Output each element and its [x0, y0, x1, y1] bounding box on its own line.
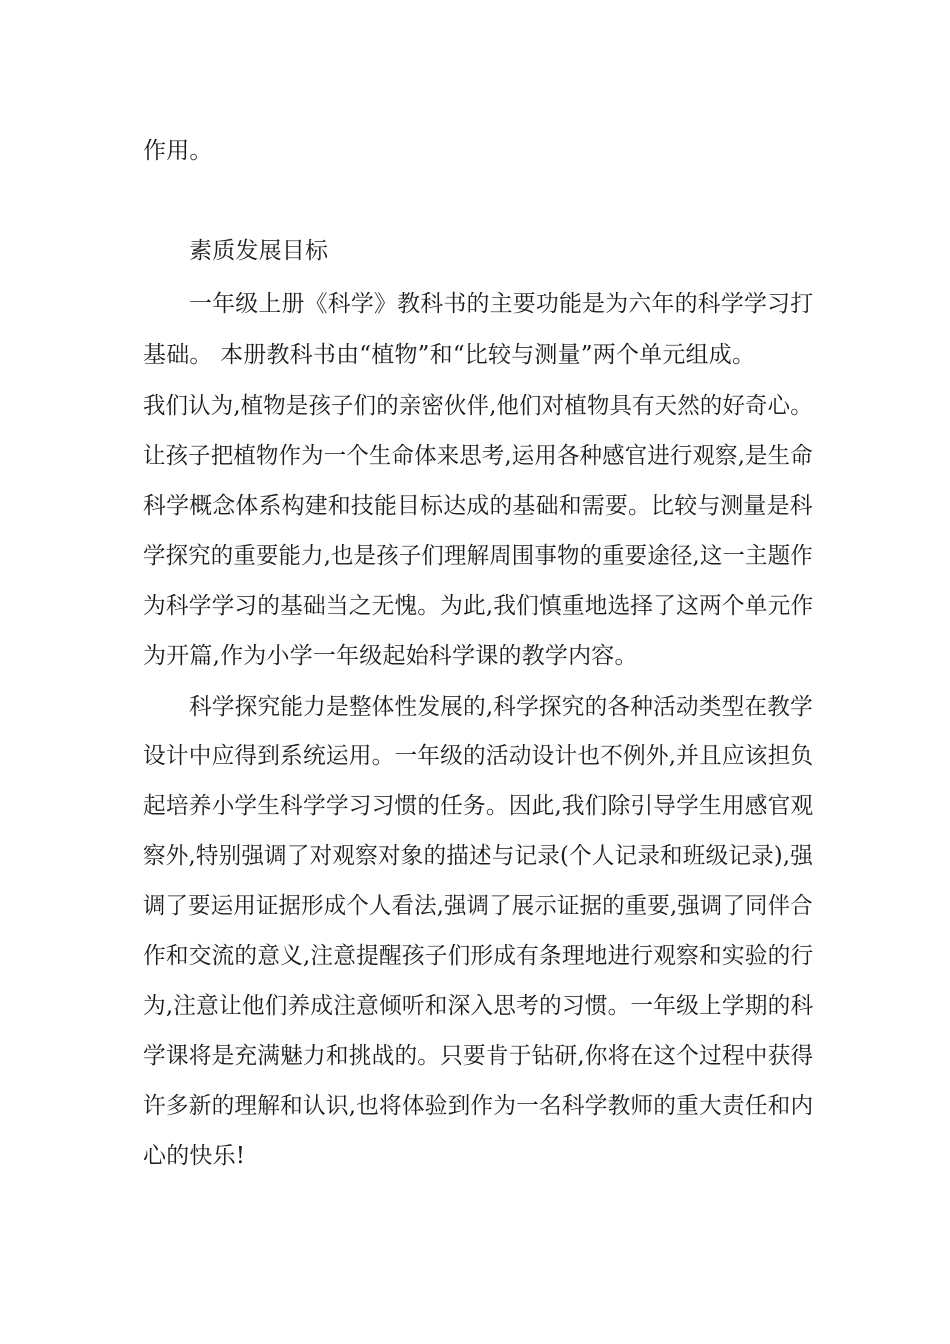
paragraph-line: 调了要运用证据形成个人看法,强调了展示证据的重要,强调了同伴合	[143, 893, 813, 919]
continuation-text: 作用。	[143, 138, 213, 164]
paragraph-line: 学探究的重要能力,也是孩子们理解周围事物的重要途径,这一主题作	[143, 543, 813, 569]
paragraph-line: 科学概念体系构建和技能目标达成的基础和需要。比较与测量是科	[143, 493, 813, 519]
paragraph-line: 科学探究能力是整体性发展的,科学探究的各种活动类型在教学	[189, 694, 813, 720]
paragraph-line: 许多新的理解和认识,也将体验到作为一名科学教师的重大责任和内	[143, 1093, 814, 1119]
paragraph-line: 为开篇,作为小学一年级起始科学课的教学内容。	[143, 643, 638, 669]
paragraph-line: 我们认为,植物是孩子们的亲密伙伴,他们对植物具有天然的好奇心。	[143, 393, 813, 419]
paragraph-line: 基础。 本册教科书由“植物”和“比较与测量”两个单元组成。	[143, 342, 756, 368]
section-heading: 素质发展目标	[189, 238, 329, 264]
paragraph-line: 为科学学习的基础当之无愧。为此,我们慎重地选择了这两个单元作	[143, 593, 814, 619]
paragraph-line: 学课将是充满魅力和挑战的。只要肯于钻研,你将在这个过程中获得	[143, 1043, 814, 1069]
paragraph-line: 设计中应得到系统运用。一年级的活动设计也不例外,并且应该担负	[143, 743, 814, 769]
paragraph-line: 心的快乐!	[143, 1143, 246, 1169]
paragraph-line: 一年级上册《科学》教科书的主要功能是为六年的科学学习打	[189, 291, 814, 317]
paragraph-line: 察外,特别强调了对观察对象的描述与记录(个人记录和班级记录),强	[143, 843, 813, 869]
paragraph-line: 作和交流的意义,注意提醒孩子们形成有条理地进行观察和实验的行	[143, 943, 814, 969]
paragraph-line: 让孩子把植物作为一个生命体来思考,运用各种感官进行观察,是生命	[143, 443, 813, 469]
paragraph-line: 为,注意让他们养成注意倾听和深入思考的习惯。一年级上学期的科	[143, 993, 814, 1019]
paragraph-line: 起培养小学生科学学习习惯的任务。因此,我们除引导学生用感官观	[143, 793, 814, 819]
